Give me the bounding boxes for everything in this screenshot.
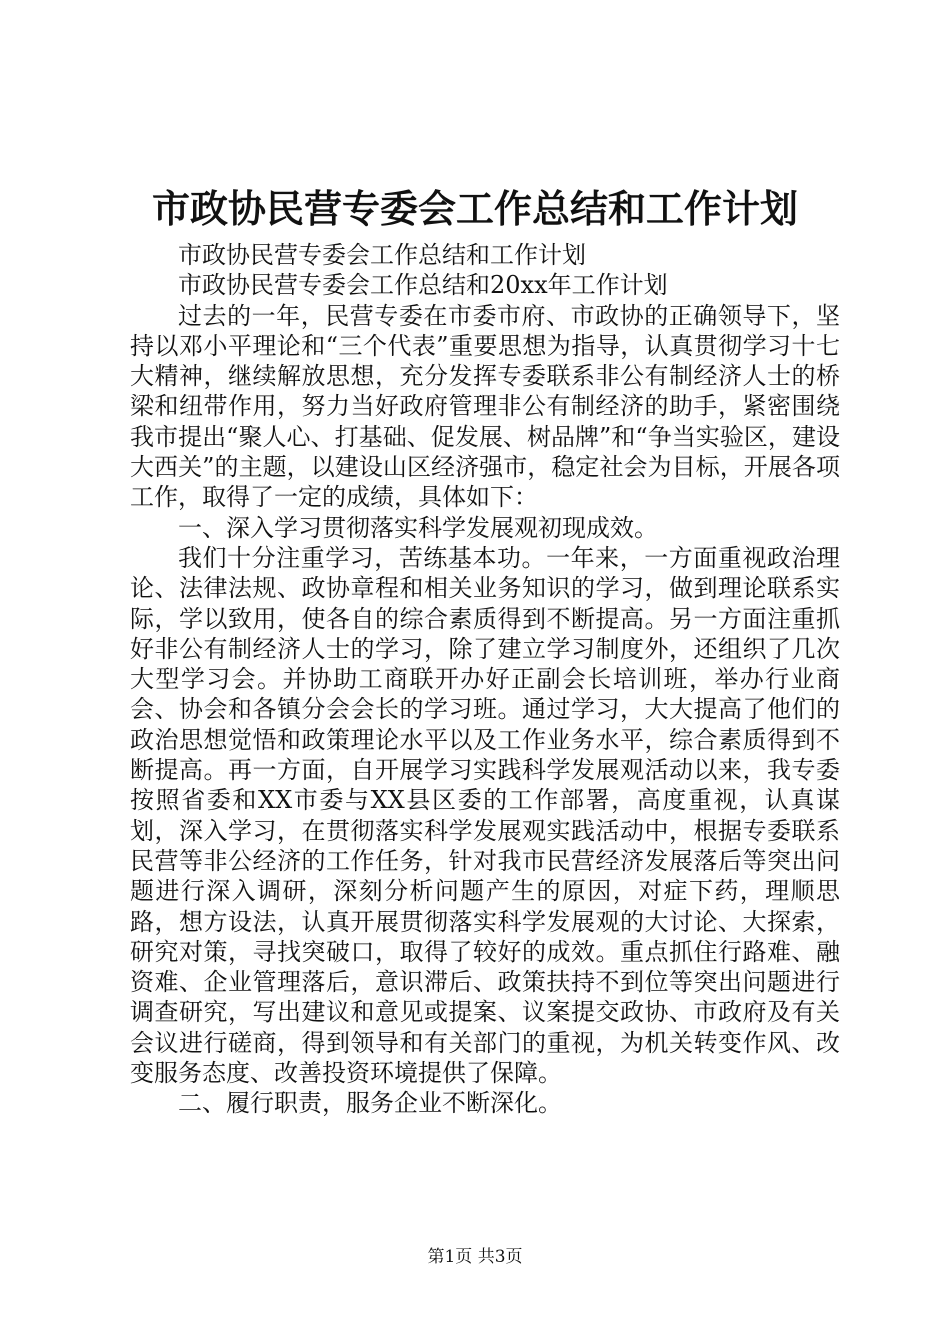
paragraph-subtitle-1: 市政协民营专委会工作总结和工作计划 xyxy=(178,241,586,269)
page-footer: 第1页 共3页 xyxy=(427,1247,523,1267)
paragraph-intro: 过去的一年，民营专委在市委市府、市政协的正确领导下，坚持以邓小平理论和“三个代表”重要思想为指导，认真贯彻学习十七大精神，继续解放思想，充分发挥专委联系非公有制经济人士的桥梁和纽带作用，努力当好政府管理非公有制经济的助手，紧密围绕我市提出“聚人心、打基础、促发展、树品牌”和“争当实验区，建设大西关”的主题，以建设山区经济强市，稳定社会为目标，开展各项工作，取得了一定的成绩，具体如下： xyxy=(130,301,840,512)
section-heading-1: 一、深入学习贯彻落实科学发展观初现成效。 xyxy=(178,513,658,542)
section-heading-2: 二、履行职责，服务企业不断深化。 xyxy=(178,1089,562,1118)
paragraph-subtitle-2: 市政协民营专委会工作总结和20xx年工作计划 xyxy=(178,271,668,300)
document-body xyxy=(130,240,840,1119)
document-title: 市政协民营专委会工作总结和工作计划 xyxy=(151,186,798,231)
paragraph-section-1: 我们十分注重学习，苦练基本功。一年来，一方面重视政治理论、法律法规、政协章程和相关业务知识的学习，做到理论联系实际，学以致用，使各自的综合素质得到不断提高。另一方面注重抓好非公有制经济人士的学习，除了建立学习制度外，还组织了几次大型学习会。并协助工商联开办好正副会长培训班，举办行业商会、协会和各镇分会会长的学习班。通过学习，大大提高了他们的政治思想觉悟和政策理论水平以及工作业务水平，综合素质得到不断提高。再一方面，自开展学习实践科学发展观活动以来，我专委按照省委和XX市委与XX县区委的工作部署，高度重视，认真谋划，深入学习，在贯彻落实科学发展观实践活动中，根据专委联系民营等非公经济的工作任务，针对我市民营经济发展落后等突出问题进行深入调研，深刻分析问题产生的原因，对症下药，理顺思路，想方设法，认真开展贯彻落实科学发展观的大讨论、大探索，研究对策，寻找突破口，取得了较好的成效。重点抓住行路难、融资难、企业管理落后，意识滞后、政策扶持不到位等突出问题进行调查研究，写出建议和意见或提案、议案提交政协、市政府及有关会议进行磋商，得到领导和有关部门的重视，为机关转变作风、改变服务态度、改善投资环境提供了保障。 xyxy=(130,543,840,1088)
